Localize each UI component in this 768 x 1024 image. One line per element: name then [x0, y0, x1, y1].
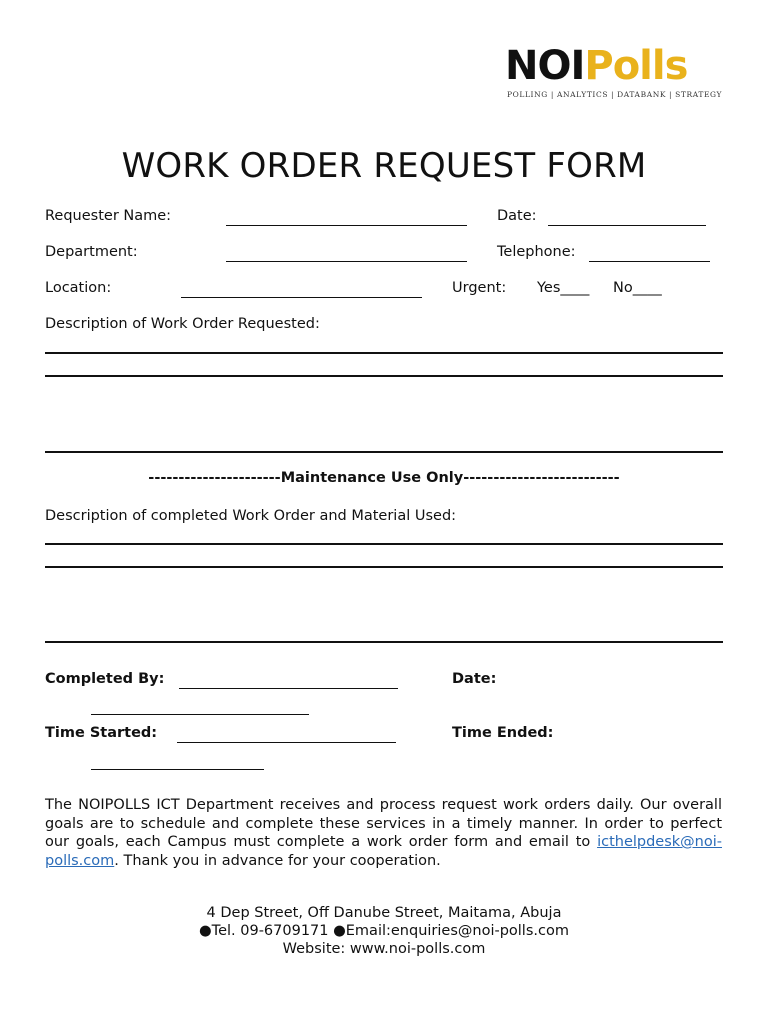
- completed-description-line[interactable]: [45, 543, 723, 545]
- telephone-field[interactable]: [589, 261, 710, 262]
- logo-tagline: POLLING | ANALYTICS | DATABANK | STRATEGY: [507, 90, 723, 99]
- completed-description-line[interactable]: [45, 566, 723, 568]
- location-label: Location:: [45, 280, 112, 296]
- page-title: WORK ORDER REQUEST FORM: [121, 146, 647, 186]
- description-line[interactable]: [45, 352, 723, 354]
- logo-wordmark: [505, 42, 725, 90]
- helpdesk-email-link[interactable]: icthelpdesk@noi-polls.com: [45, 834, 722, 869]
- department-label: Department:: [45, 244, 138, 260]
- maintenance-heading: ----------------------Maintenance Use Only--------------------------: [148, 470, 620, 486]
- completed-description-line[interactable]: [45, 641, 723, 643]
- urgent-yes-option[interactable]: Yes____: [537, 280, 590, 296]
- description-label: Description of Work Order Requested:: [45, 316, 320, 332]
- completed-by-label: Completed By:: [45, 671, 165, 687]
- logo-text-polls: Polls: [584, 43, 688, 89]
- requester-name-field[interactable]: [226, 225, 467, 226]
- instructions-paragraph: [45, 796, 722, 870]
- footer-address: 4 Dep Street, Off Danube Street, Maitama, Abuja: [206, 905, 562, 921]
- noipolls-logo: [505, 42, 725, 99]
- time-ended-field[interactable]: [91, 769, 264, 770]
- date-field[interactable]: [548, 225, 706, 226]
- description-line[interactable]: [45, 451, 723, 453]
- time-started-label: Time Started:: [45, 725, 158, 741]
- urgent-no-option[interactable]: No____: [613, 280, 662, 296]
- instructions-text-end: . Thank you in advance for your cooperation.: [114, 852, 441, 869]
- instructions-text: The NOIPOLLS ICT Department receives and process request work orders daily. Our overall goals are to schedule and complete these services in a timely manner. In order to perfect our goals, each Campus must complete a work order form and email to: [45, 797, 722, 850]
- footer-contact: ●Tel. 09-6709171 ●Email:enquiries@noi-polls.com: [199, 923, 569, 939]
- urgent-label: Urgent:: [452, 280, 507, 296]
- description-line[interactable]: [45, 375, 723, 377]
- date-label: Date:: [497, 208, 537, 224]
- completion-date-field[interactable]: [91, 714, 309, 715]
- location-field[interactable]: [181, 297, 422, 298]
- time-ended-label: Time Ended:: [452, 725, 554, 741]
- completion-date-label: Date:: [452, 671, 497, 687]
- time-started-field[interactable]: [177, 742, 396, 743]
- footer-website: Website: www.noi-polls.com: [282, 941, 486, 957]
- logo-text-noi: NOI: [505, 43, 585, 89]
- completed-description-label: Description of completed Work Order and Material Used:: [45, 508, 457, 524]
- requester-name-label: Requester Name:: [45, 208, 172, 224]
- telephone-label: Telephone:: [497, 244, 576, 260]
- completed-by-field[interactable]: [179, 688, 398, 689]
- department-field[interactable]: [226, 261, 467, 262]
